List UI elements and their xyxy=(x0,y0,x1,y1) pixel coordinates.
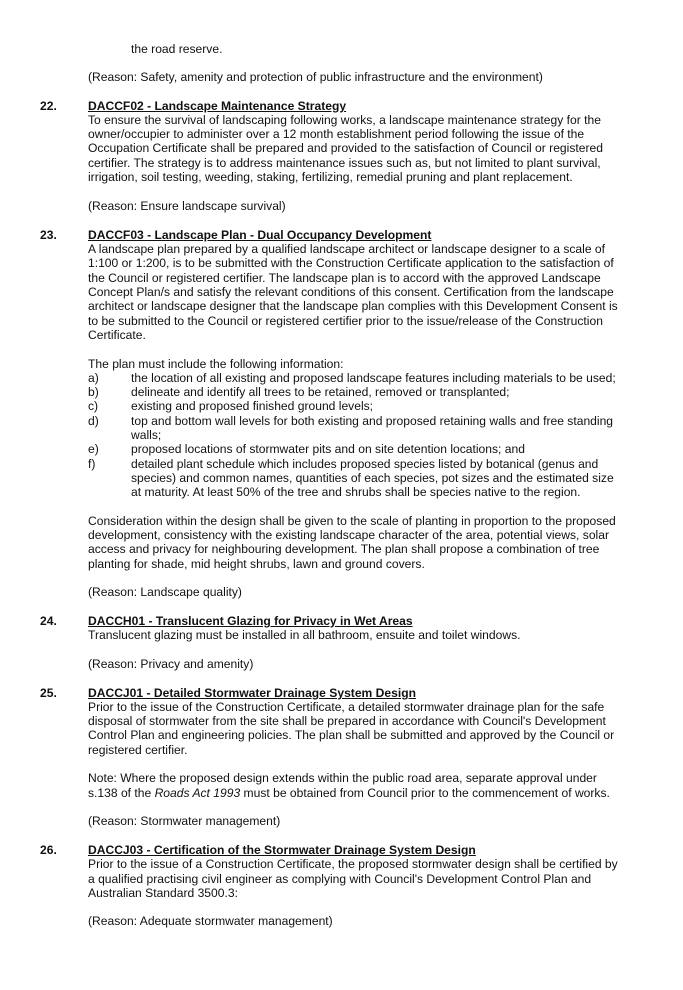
condition-23-reason: (Reason: Landscape quality) xyxy=(88,585,242,599)
condition-24-number: 24. xyxy=(40,614,57,628)
condition-26-number: 26. xyxy=(40,843,57,857)
list-item-text: species) and common names, quantities of each species, pot sizes and the estimated size xyxy=(131,471,614,485)
condition-24-heading: DACCH01 - Translucent Glazing for Privacy in Wet Areas xyxy=(88,614,413,628)
note-text: must be obtained from Council prior to the commencement of works. xyxy=(240,786,610,800)
condition-24-text-line: Translucent glazing must be installed in all bathroom, ensuite and toilet windows. xyxy=(88,628,521,642)
condition-25-text-line: registered certifier. xyxy=(88,743,188,757)
condition-23-text-line: planting for shade, mid height shrubs, lawn and ground covers. xyxy=(88,557,425,571)
condition-23-text-line: development, consistency with the existing landscape character of the area, potential views, solar xyxy=(88,528,609,542)
condition-26-heading: DACCJ03 - Certification of the Stormwater Drainage System Design xyxy=(88,843,476,857)
condition-23-text-line: access and privacy for neighbouring development. The plan shall propose a combination of tree xyxy=(88,542,600,556)
list-item-text: the location of all existing and proposed landscape features including materials to be used; xyxy=(131,371,616,385)
list-item-label: c) xyxy=(88,399,99,413)
condition-23-text-line: Consideration within the design shall be given to the scale of planting in proportion to the proposed xyxy=(88,514,616,528)
list-item-text: walls; xyxy=(131,428,162,442)
condition-25-number: 25. xyxy=(40,686,57,700)
condition-22-text-line: To ensure the survival of landscaping following works, a landscape maintenance strategy for the xyxy=(88,113,601,127)
list-item-label: e) xyxy=(88,442,99,456)
condition-23-number: 23. xyxy=(40,228,57,242)
list-item-label: d) xyxy=(88,414,99,428)
condition-25-heading: DACCJ01 - Detailed Stormwater Drainage System Design xyxy=(88,686,416,700)
condition-25-note-line: Note: Where the proposed design extends within the public road area, separate approval under xyxy=(88,771,597,785)
list-item-text: top and bottom wall levels for both existing and proposed retaining walls and free standing xyxy=(131,414,614,428)
condition-23-text-line: architect or landscape designer that the landscape plan complies with this Development Consent is xyxy=(88,299,618,313)
condition-23-text-line: Certificate. xyxy=(88,328,146,342)
note-text: s.138 of the xyxy=(88,786,155,800)
condition-22-text-line: owner/occupier to administer over a 12 month establishment period following the issue of the xyxy=(88,127,585,141)
condition-25-note-line xyxy=(88,786,610,800)
condition-23-text-line: Concept Plan/s and satisfy the relevant conditions of this consent. Certification from the landscape xyxy=(88,285,614,299)
condition-23-heading: DACCF03 - Landscape Plan - Dual Occupancy Development xyxy=(88,228,432,242)
condition-22-text-line: certifier. The strategy is to address maintenance issues such as, but not limited to plant survival, xyxy=(88,156,601,170)
condition-26-reason: (Reason: Adequate stormwater management) xyxy=(88,914,333,928)
condition-23-text-line: A landscape plan prepared by a qualified landscape architect or landscape designer to a scale of xyxy=(88,242,606,256)
condition-25-text-line: Prior to the issue of the Construction Certificate, a detailed stormwater drainage plan for the safe xyxy=(88,700,605,714)
list-item-text: proposed locations of stormwater pits and on site detention locations; and xyxy=(131,442,525,456)
list-item-text: existing and proposed finished ground levels; xyxy=(131,399,374,413)
list-item-text: at maturity. At least 50% of the tree and shrubs shall be species native to the region. xyxy=(131,485,581,499)
condition-23-text-line: 1:100 or 1:200, is to be submitted with the Construction Certificate application to the satisfaction of xyxy=(88,256,614,270)
condition-25-text-line: Control Plan and engineering policies. The plan shall be submitted and approved by the Council or xyxy=(88,728,615,742)
condition-26-text-line: a qualified practising civil engineer as complying with Council's Development Control Plan and xyxy=(88,872,592,886)
condition-22-reason: (Reason: Ensure landscape survival) xyxy=(88,199,286,213)
condition-24-reason: (Reason: Privacy and amenity) xyxy=(88,657,254,671)
condition-25-reason: (Reason: Stormwater management) xyxy=(88,814,281,828)
intro-text-line: the road reserve. xyxy=(131,42,223,56)
list-item-label: b) xyxy=(88,385,99,399)
condition-23-text-line: to be submitted to the Council or registered certifier prior to the issue/release of the Construction xyxy=(88,314,603,328)
list-item-label: f) xyxy=(88,457,96,471)
condition-23-text-line: the Council or registered certifier. The landscape plan is to accord with the approved Landscape xyxy=(88,271,601,285)
list-item-text: detailed plant schedule which includes proposed species listed by botanical (genus and xyxy=(131,457,599,471)
condition-23-list-intro: The plan must include the following information: xyxy=(88,357,344,371)
list-item-text: delineate and identify all trees to be retained, removed or transplanted; xyxy=(131,385,510,399)
intro-reason: (Reason: Safety, amenity and protection of public infrastructure and the environment) xyxy=(88,70,543,84)
condition-22-text-line: Occupation Certificate shall be prepared and provided to the satisfaction of Council or registered xyxy=(88,141,603,155)
condition-25-text-line: disposal of stormwater from the site shall be prepared in accordance with Council's Development xyxy=(88,714,606,728)
act-title: Roads Act 1993 xyxy=(154,786,241,800)
condition-26-text-line: Prior to the issue of a Construction Certificate, the proposed stormwater design shall be certified by xyxy=(88,857,618,871)
condition-22-heading: DACCF02 - Landscape Maintenance Strategy xyxy=(88,99,347,113)
condition-22-number: 22. xyxy=(40,99,57,113)
condition-22-text-line: irrigation, soil testing, weeding, staking, fertilizing, remedial pruning and plant replacement. xyxy=(88,170,573,184)
list-item-label: a) xyxy=(88,371,99,385)
condition-26-text-line: Australian Standard 3500.3: xyxy=(88,886,238,900)
